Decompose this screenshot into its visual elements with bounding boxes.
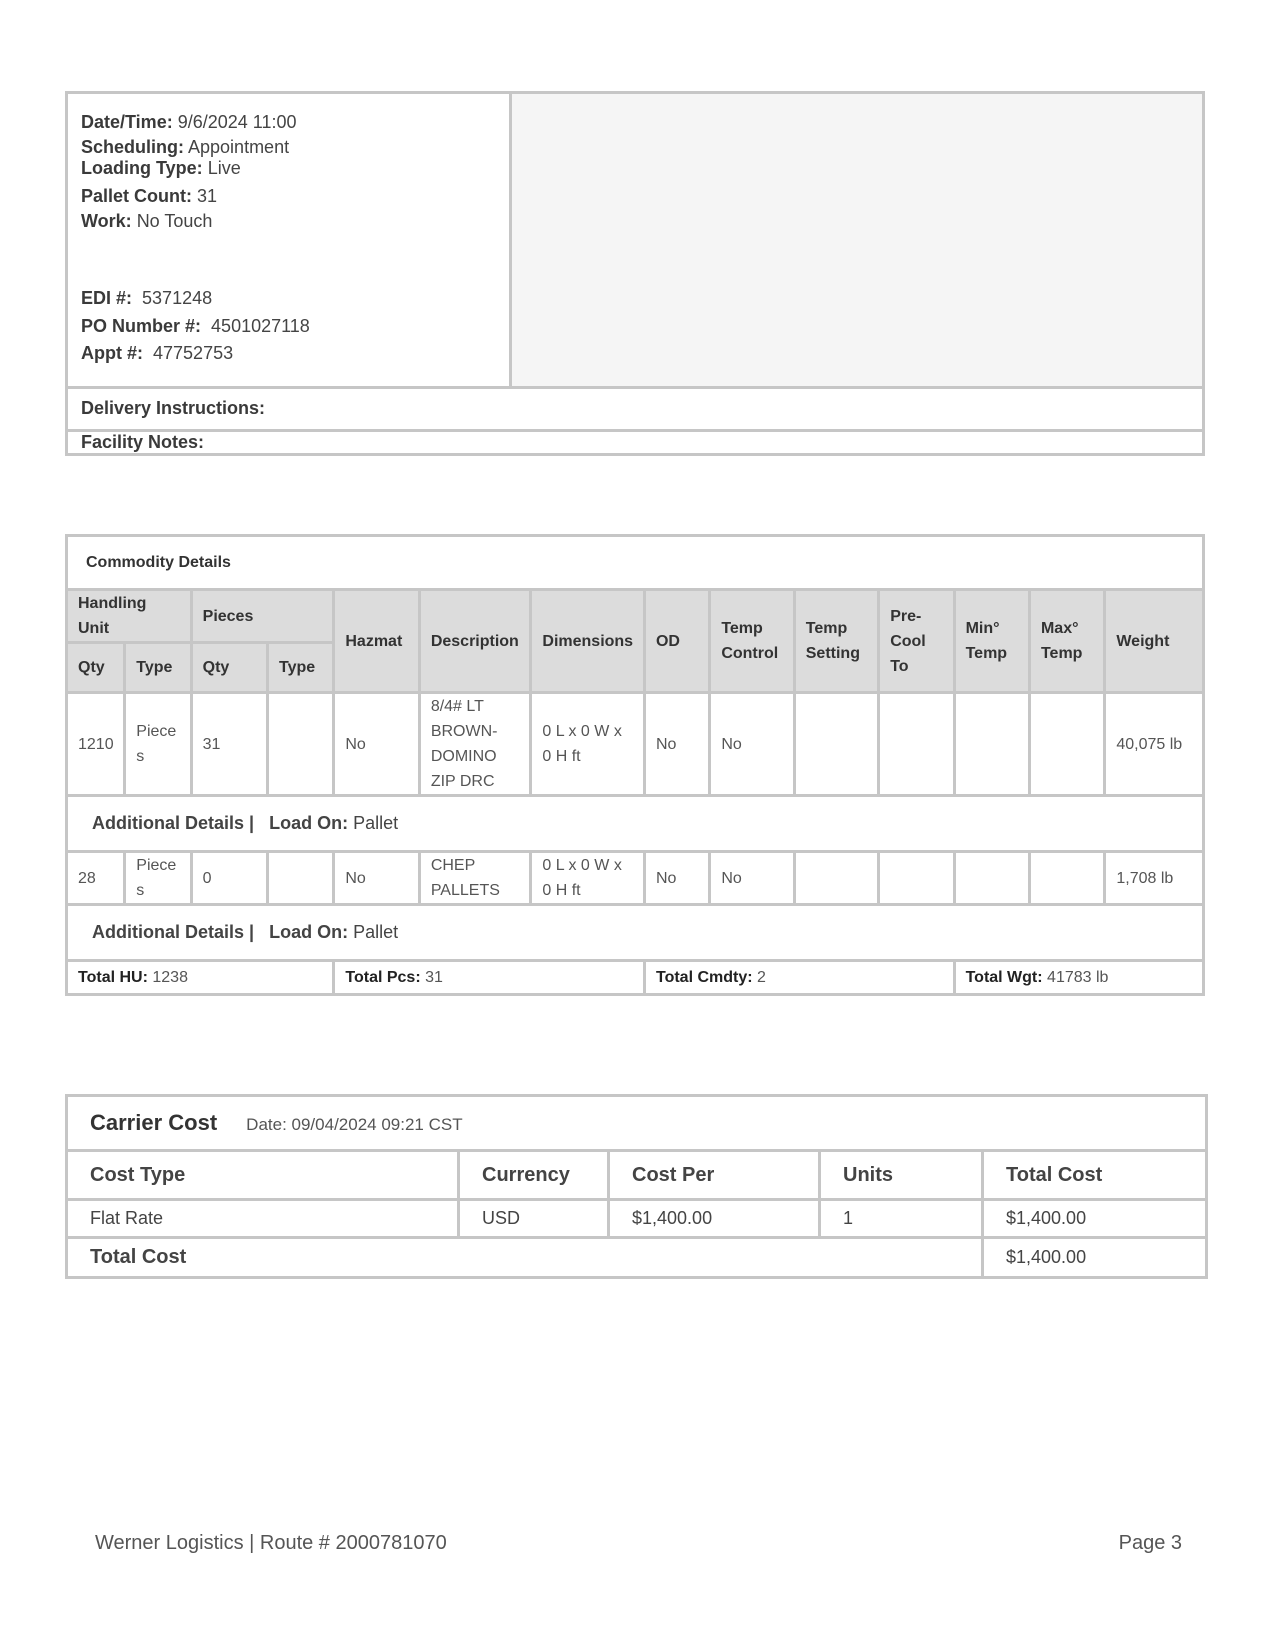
pc-type-header: Type <box>268 643 334 693</box>
currency-header: Currency <box>459 1151 609 1200</box>
datetime-value: 9/6/2024 11:00 <box>177 112 297 132</box>
scheduling-line <box>81 137 289 157</box>
temp-setting-cell <box>794 693 878 796</box>
pc-qty-cell: 0 <box>191 852 267 905</box>
footer-page-number: Page 3 <box>1118 1532 1182 1554</box>
scheduling-label: Scheduling: <box>81 137 184 157</box>
total-hu-value: 1238 <box>152 969 188 986</box>
temp-control-cell: No <box>710 852 794 905</box>
hu-qty-cell: 28 <box>67 852 125 905</box>
facility-notes-row <box>68 432 1202 453</box>
total-cmdty-label: Total Cmdty: <box>655 969 753 986</box>
total-pcs-value: 31 <box>425 969 443 986</box>
stop-info-panel <box>68 94 512 386</box>
po-number-value: 4501027118 <box>211 316 310 336</box>
pieces-header: Pieces <box>191 590 334 643</box>
cost-type-header: Cost Type <box>67 1151 459 1200</box>
temp-control-header: Temp Control <box>710 590 794 693</box>
od-header: OD <box>644 590 709 693</box>
totals-row <box>67 961 1204 995</box>
table-row <box>67 1200 1207 1238</box>
pc-type-cell <box>268 852 334 905</box>
commodity-title: Commodity Details <box>67 536 1204 590</box>
max-temp-cell <box>1029 693 1104 796</box>
min-temp-cell <box>954 693 1029 796</box>
datetime-line <box>81 112 297 132</box>
od-cell: No <box>644 852 709 905</box>
carrier-cost-title: Carrier Cost <box>90 1110 218 1135</box>
handling-unit-header: Handling Unit <box>67 590 192 643</box>
total-cmdty-cell <box>644 961 954 995</box>
cost-type-cell: Flat Rate <box>67 1200 459 1238</box>
pc-qty-header: Qty <box>191 643 267 693</box>
loading-type-value: Live <box>207 158 241 178</box>
loading-type-label: Loading Type: <box>81 158 203 178</box>
description-cell: 8/4# LT BROWN-DOMINO ZIP DRC <box>419 693 531 796</box>
temp-setting-header: Temp Setting <box>794 590 878 693</box>
hu-qty-cell: 1210 <box>67 693 125 796</box>
total-pcs-label: Total Pcs: <box>345 969 421 986</box>
additional-details-label: Additional Details | <box>92 922 255 942</box>
weight-header: Weight <box>1105 590 1204 693</box>
total-hu-label: Total HU: <box>78 969 148 986</box>
additional-details-label: Additional Details | <box>92 813 255 833</box>
total-wgt-cell <box>954 961 1203 995</box>
pc-qty-cell: 31 <box>191 693 267 796</box>
appt-label: Appt #: <box>81 343 143 363</box>
total-pcs-cell <box>334 961 645 995</box>
appt-line <box>81 343 233 363</box>
work-label: Work: <box>81 211 132 231</box>
cost-per-header: Cost Per <box>609 1151 820 1200</box>
stop-map-panel <box>512 94 1202 386</box>
pallet-count-line <box>81 186 217 206</box>
total-cost-cell: $1,400.00 <box>983 1200 1207 1238</box>
max-temp-header: Max° Temp <box>1029 590 1104 693</box>
pc-type-cell <box>268 693 334 796</box>
edi-value: 5371248 <box>142 288 213 308</box>
work-line <box>81 211 212 231</box>
work-value: No Touch <box>136 211 213 231</box>
total-wgt-value: 41783 lb <box>1047 969 1109 986</box>
scheduling-value: Appointment <box>188 137 290 157</box>
hu-type-header: Type <box>125 643 191 693</box>
facility-notes-label: Facility Notes: <box>81 432 205 452</box>
pallet-count-label: Pallet Count: <box>81 186 192 206</box>
carrier-cost-header <box>67 1096 1207 1151</box>
appt-value: 47752753 <box>153 343 234 363</box>
load-on-label: Load On: <box>269 922 349 942</box>
min-temp-cell <box>954 852 1029 905</box>
temp-control-cell: No <box>710 693 794 796</box>
total-cost-header: Total Cost <box>983 1151 1207 1200</box>
delivery-instructions-label: Delivery Instructions: <box>81 398 266 418</box>
load-on-value: Pallet <box>353 813 399 833</box>
table-row <box>67 693 1204 796</box>
datetime-label: Date/Time: <box>81 112 173 132</box>
weight-cell: 1,708 lb <box>1105 852 1204 905</box>
units-cell: 1 <box>820 1200 983 1238</box>
additional-details-row <box>67 796 1204 852</box>
loading-type-line <box>81 158 241 178</box>
hu-type-cell: Pieces <box>125 693 191 796</box>
precool-cell <box>879 852 954 905</box>
total-wgt-label: Total Wgt: <box>965 969 1043 986</box>
commodity-details-table <box>65 534 1205 996</box>
load-on-value: Pallet <box>353 922 399 942</box>
footer-route: Werner Logistics | Route # 2000781070 <box>95 1532 447 1554</box>
dimensions-cell: 0 L x 0 W x 0 H ft <box>531 852 645 905</box>
max-temp-cell <box>1029 852 1104 905</box>
weight-cell: 40,075 lb <box>1105 693 1204 796</box>
delivery-instructions-row <box>68 386 1202 432</box>
hazmat-cell: No <box>334 852 419 905</box>
cost-total-row <box>67 1238 1207 1278</box>
hu-type-cell: Pieces <box>125 852 191 905</box>
hazmat-cell: No <box>334 693 419 796</box>
po-number-line <box>81 316 310 336</box>
load-on-label: Load On: <box>269 813 349 833</box>
dimensions-cell: 0 L x 0 W x 0 H ft <box>531 693 645 796</box>
cost-total-label: Total Cost <box>67 1238 983 1278</box>
hazmat-header: Hazmat <box>334 590 419 693</box>
units-header: Units <box>820 1151 983 1200</box>
cost-total-value: $1,400.00 <box>983 1238 1207 1278</box>
carrier-cost-table <box>65 1094 1208 1279</box>
dimensions-header: Dimensions <box>531 590 645 693</box>
od-cell: No <box>644 693 709 796</box>
pallet-count-value: 31 <box>197 186 218 206</box>
edi-label: EDI #: <box>81 288 133 308</box>
po-number-label: PO Number #: <box>81 316 202 336</box>
precool-header: Pre-Cool To <box>879 590 954 693</box>
description-header: Description <box>419 590 531 693</box>
table-row <box>67 852 1204 905</box>
temp-setting-cell <box>794 852 878 905</box>
carrier-cost-date: Date: 09/04/2024 09:21 CST <box>246 1115 463 1134</box>
precool-cell <box>879 693 954 796</box>
currency-cell: USD <box>459 1200 609 1238</box>
hu-qty-header: Qty <box>67 643 125 693</box>
description-cell: CHEP PALLETS <box>419 852 531 905</box>
total-hu-cell <box>67 961 334 995</box>
cost-per-cell: $1,400.00 <box>609 1200 820 1238</box>
additional-details-row <box>67 905 1204 961</box>
total-cmdty-value: 2 <box>757 969 766 986</box>
min-temp-header: Min° Temp <box>954 590 1029 693</box>
edi-line <box>81 288 212 308</box>
stop-details-box <box>65 91 1205 456</box>
